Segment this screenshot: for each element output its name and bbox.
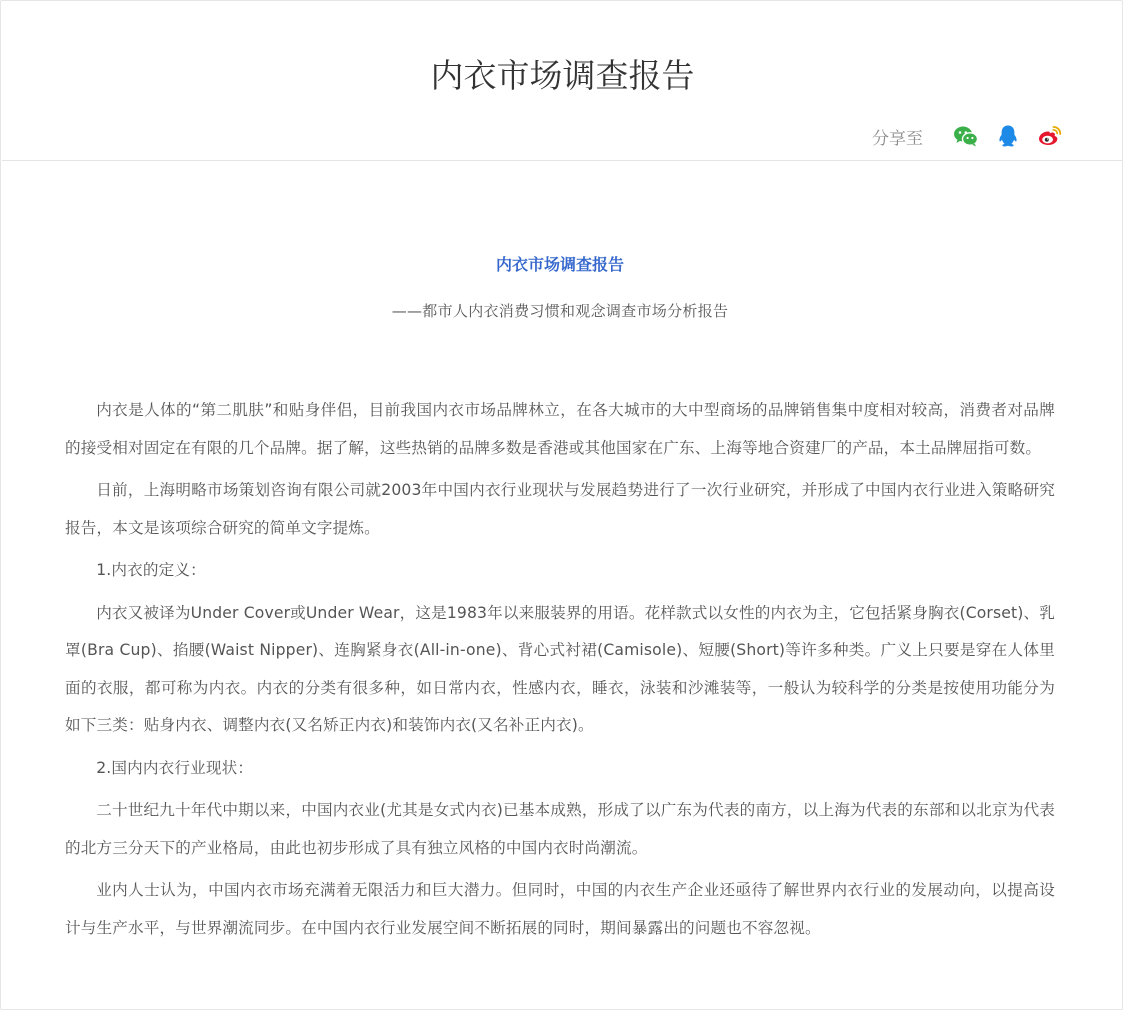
wechat-icon[interactable] [953,123,979,149]
paragraph: 日前，上海明略市场策划咨询有限公司就2003年中国内衣行业现状与发展趋势进行了一次行业研究，并形成了中国内衣行业进入策略研究报告，本文是该项综合研究的简单文字提炼。 [65,481,1055,537]
article-subtitle: ——都市人内衣消费习惯和观念调查市场分析报告 [391,302,729,320]
weibo-icon[interactable] [1037,123,1063,149]
paragraph: 业内人士认为，中国内衣市场充满着无限活力和巨大潜力。但同时，中国的内衣生产企业还亟待了解世界内衣行业的发展动向，以提高设计与生产水平，与世界潮流同步。在中国内衣行业发展空间不断拓展的同时，期间暴露出的问题也不容忽视。 [65,881,1055,937]
paragraph: 内衣又被译为Under Cover或Under Wear，这是1983年以来服装界的用语。花样款式以女性的内衣为主，它包括紧身胸衣(Corset)、乳罩(Bra Cup)、掐腰(Waist Nipper)、连胸紧身衣(All-in-one)、背心式衬裙(Camisole)、短腰(Short)等许多种类。广义上只要是穿在人体里面的衣服，都可称为内衣。内衣的分类有很多种，如日常内衣，性感内衣，睡衣，泳装和沙滩装等，一般认为较科学的分类是按使用功能分为如下三类：贴身内衣、调整内衣(又名矫正内衣)和装饰内衣(又名补正内衣)。 [65,603,1055,734]
share-bar [872,119,1063,153]
article-title: 内衣市场调查报告 [495,255,624,274]
share-label: 分享至 [872,128,923,149]
page-title: 内衣市场调查报告 [430,56,695,95]
paragraph: 二十世纪九十年代中期以来，中国内衣业(尤其是女式内衣)已基本成熟，形成了以广东为代表的南方，以上海为代表的东部和以北京为代表的北方三分天下的产业格局，由此也初步形成了具有独立风格的中国内衣时尚潮流。 [65,801,1055,857]
section-heading: 2.国内内衣行业现状： [96,758,254,777]
paragraph: 内衣是人体的“第二肌肤”和贴身伴侣，目前我国内衣市场品牌林立，在各大城市的大中型商场的品牌销售集中度相对较高，消费者对品牌的接受相对固定在有限的几个品牌。据了解，这些热销的品牌多数是香港或其他国家在广东、上海等地合资建厂的产品，本土品牌屈指可数。 [65,401,1055,457]
article-body [65,161,1055,952]
section-heading: 1.内衣的定义： [96,561,206,579]
qq-icon[interactable] [995,123,1021,149]
page-header [2,2,1123,161]
